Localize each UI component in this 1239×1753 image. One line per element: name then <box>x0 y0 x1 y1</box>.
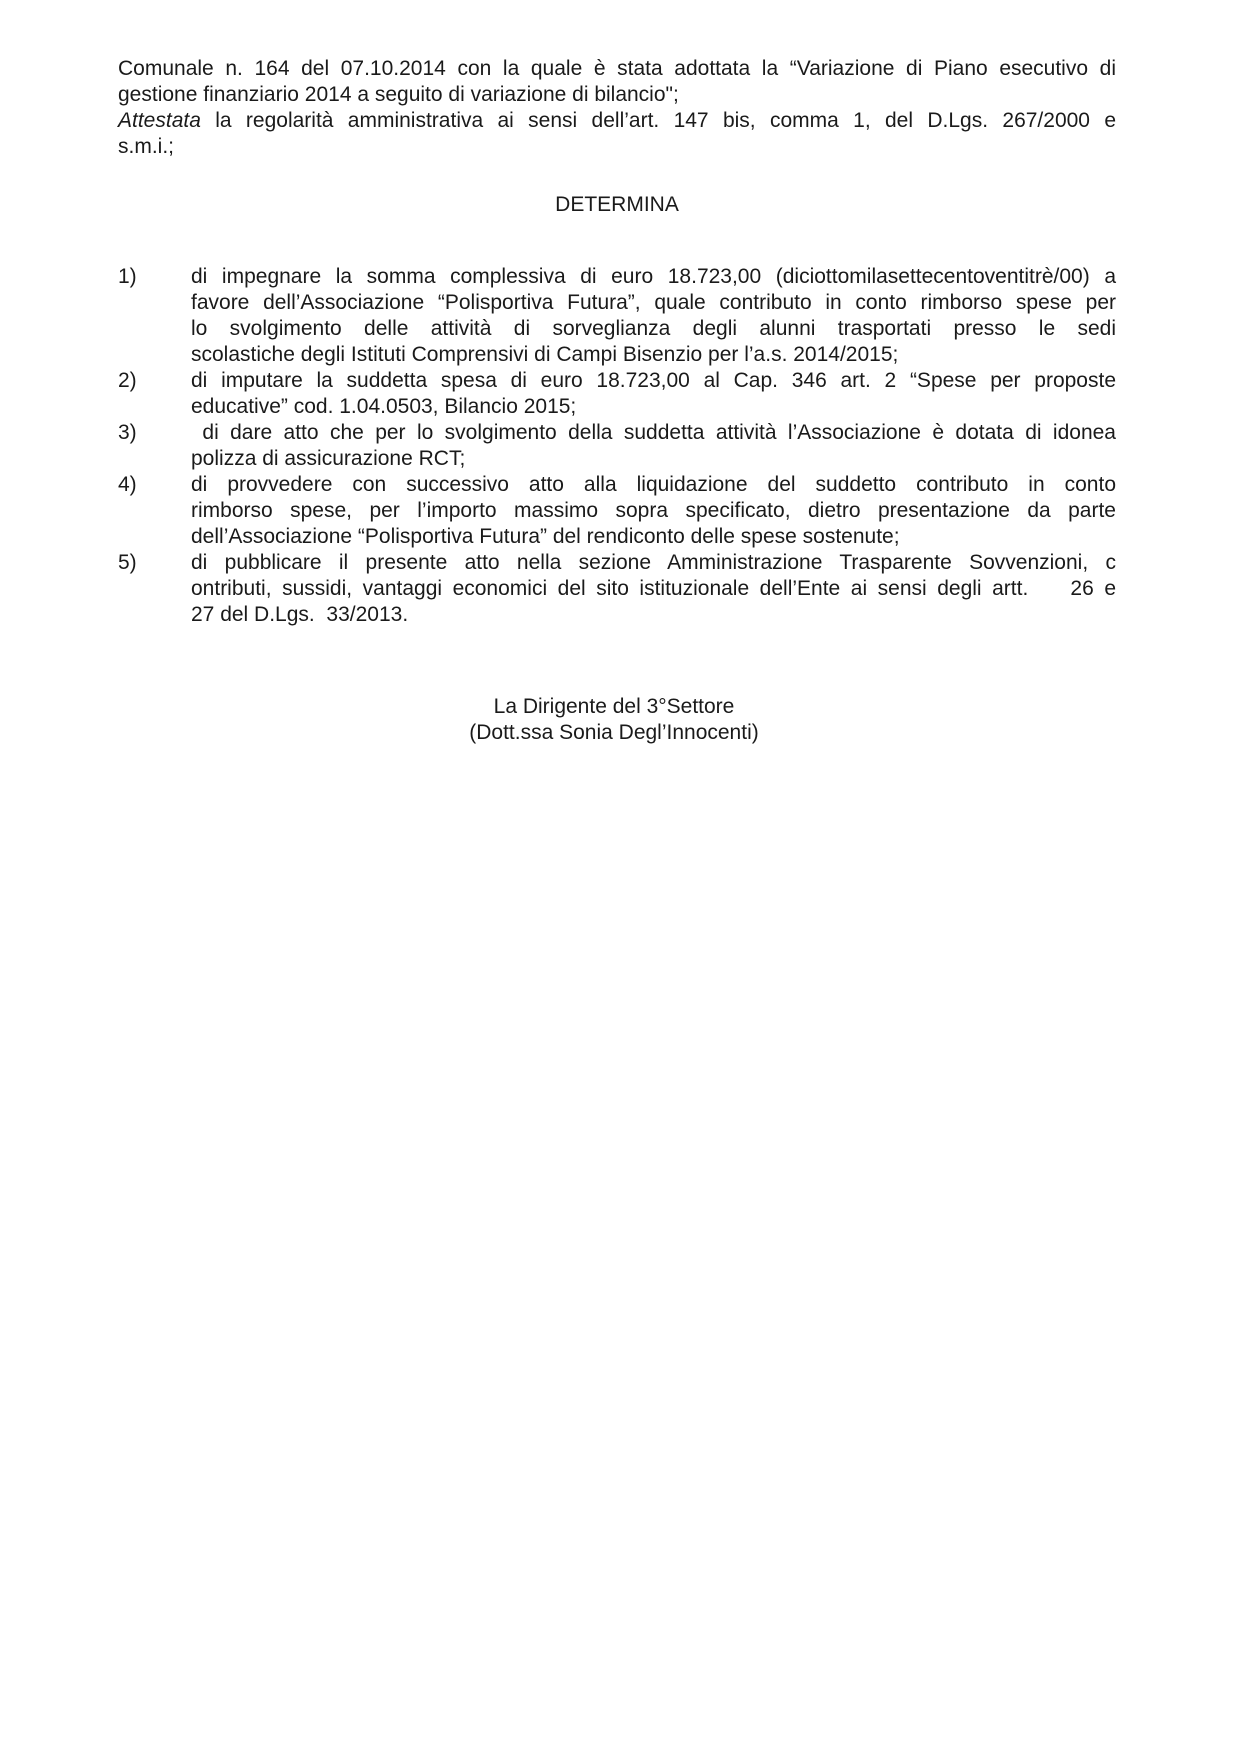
signature-block <box>404 694 824 746</box>
list-item <box>118 472 1116 550</box>
list-item-line: dell’Associazione “Polisportiva Futura” del rendiconto delle spese sostenute; <box>191 525 900 548</box>
determina-heading: DETERMINA <box>555 193 679 216</box>
list-item-line: lo svolgimento delle attività di sorveglianza degli alunni trasportati presso le sedi <box>191 317 1116 340</box>
attestata-paragraph <box>118 108 1116 160</box>
document-body <box>118 56 1116 628</box>
list-item-text <box>191 264 1116 368</box>
list-item-line: ontributi, sussidi, vantaggi economici del sito istituzionale dell’Ente ai sensi degli artt. 26 e <box>191 577 1116 600</box>
list-item-text <box>191 368 1116 420</box>
list-item-number: 2) <box>118 369 137 392</box>
list-item-line: di imputare la suddetta spesa di euro 18.723,00 al Cap. 346 art. 2 “Spese per proposte <box>191 369 1116 392</box>
determina-list <box>118 264 1116 628</box>
list-item-line: di provvedere con successivo atto alla liquidazione del suddetto contributo in conto <box>191 473 1116 496</box>
list-item-line: favore dell’Associazione “Polisportiva Futura”, quale contributo in conto rimborso spese per <box>191 291 1116 314</box>
intro-line-1: Comunale n. 164 del 07.10.2014 con la quale è stata adottata la “Variazione di Piano esecutivo di <box>118 57 1116 80</box>
list-item-line: rimborso spese, per l’importo massimo sopra specificato, dietro presentazione da parte <box>191 499 1116 522</box>
list-item-number: 5) <box>118 551 137 574</box>
attestata-line-2: s.m.i.; <box>118 135 174 158</box>
attestata-text: la regolarità amministrativa ai sensi dell’art. 147 bis, comma 1, del D.Lgs. 267/2000 e <box>200 109 1116 132</box>
intro-line-2: gestione finanziario 2014 a seguito di variazione di bilancio"; <box>118 83 679 106</box>
list-item-text <box>191 472 1116 550</box>
attestata-label: Attestata <box>118 109 201 132</box>
signature-title: La Dirigente del 3°Settore <box>493 695 735 718</box>
list-item-line: polizza di assicurazione RCT; <box>191 447 466 470</box>
list-item-text <box>191 420 1116 472</box>
list-item-line: scolastiche degli Istituti Comprensivi di Campi Bisenzio per l’a.s. 2014/2015; <box>191 343 899 366</box>
list-item-line: 27 del D.Lgs. 33/2013. <box>191 603 409 626</box>
list-item-line: educative” cod. 1.04.0503, Bilancio 2015; <box>191 395 577 418</box>
attestata-line-1 <box>118 108 1116 134</box>
list-item-number: 1) <box>118 265 137 288</box>
list-item <box>118 550 1116 628</box>
list-item-line: di impegnare la somma complessiva di euro 18.723,00 (diciottomilasettecentoventitrè/00) a <box>191 265 1116 288</box>
intro-paragraph <box>118 56 1116 108</box>
list-item-number: 3) <box>118 421 137 444</box>
list-item-text <box>191 550 1116 628</box>
list-item <box>118 264 1116 368</box>
signature-name: (Dott.ssa Sonia Degl’Innocenti) <box>469 721 759 744</box>
list-item <box>118 368 1116 420</box>
list-item-line: di dare atto che per lo svolgimento della suddetta attività l’Associazione è dotata di idonea <box>191 421 1116 444</box>
list-item-line: di pubblicare il presente atto nella sezione Amministrazione Trasparente Sovvenzioni, c <box>191 551 1116 574</box>
list-item <box>118 420 1116 472</box>
list-item-number: 4) <box>118 473 137 496</box>
